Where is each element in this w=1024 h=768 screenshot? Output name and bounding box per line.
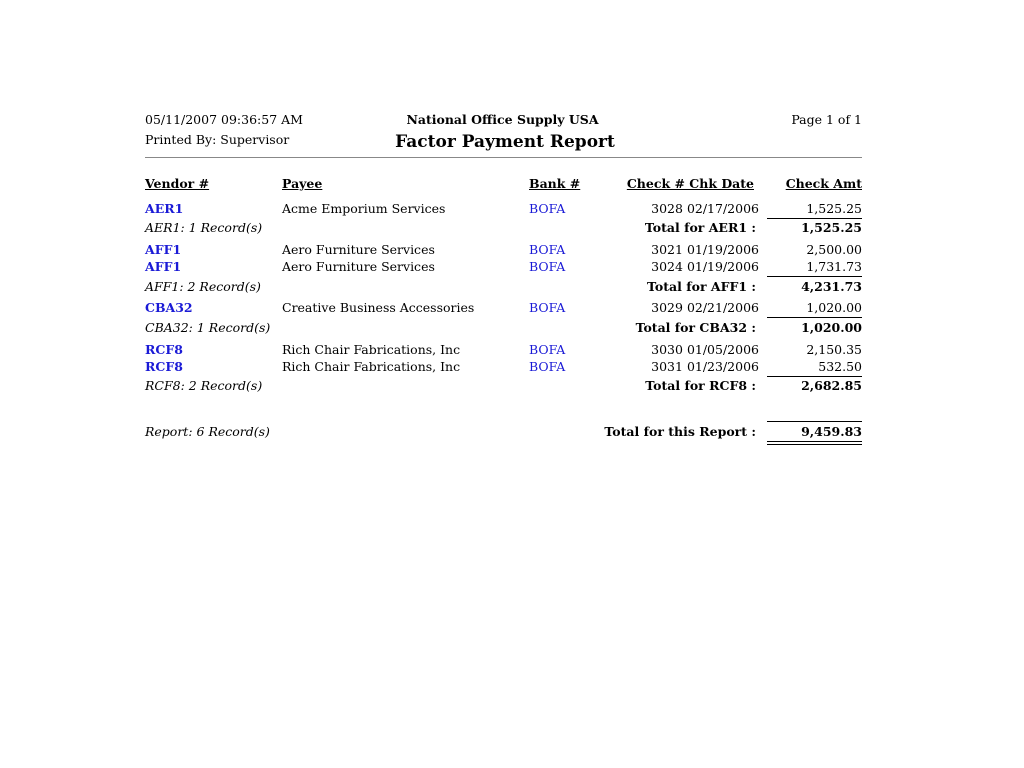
subtotal-rule xyxy=(767,376,862,377)
col-header-payee: Payee xyxy=(282,176,323,191)
subtotal-rule xyxy=(767,218,862,219)
group-record-count: AFF1: 2 Record(s) xyxy=(145,279,261,294)
group-total-value: 1,525.25 xyxy=(801,220,862,235)
check-amount: 2,150.35 xyxy=(806,342,862,357)
grand-total-label: Total for this Report : xyxy=(604,424,756,439)
group-record-count: CBA32: 1 Record(s) xyxy=(145,320,271,335)
subtotal-rule xyxy=(767,317,862,318)
check-number-date: 3029 02/21/2006 xyxy=(651,300,759,315)
check-number-date: 3021 01/19/2006 xyxy=(651,242,759,257)
group-total-label: Total for CBA32 : xyxy=(635,320,756,335)
company-name: National Office Supply USA xyxy=(406,112,599,127)
check-number-date: 3024 01/19/2006 xyxy=(651,259,759,274)
check-number-date: 3028 02/17/2006 xyxy=(651,201,759,216)
grand-total-top-rule xyxy=(767,421,862,422)
bank-link[interactable]: BOFA xyxy=(529,259,566,274)
subtotal-rule xyxy=(767,276,862,277)
page-info: Page 1 of 1 xyxy=(791,112,862,127)
group-total-value: 1,020.00 xyxy=(801,320,862,335)
check-number-date: 3030 01/05/2006 xyxy=(651,342,759,357)
check-amount: 1,731.73 xyxy=(806,259,862,274)
grand-total-underline-2 xyxy=(767,444,862,445)
col-header-vendor: Vendor # xyxy=(145,176,210,191)
check-amount: 1,525.25 xyxy=(806,201,862,216)
payee-name: Rich Chair Fabrications, Inc xyxy=(282,342,461,357)
group-total-label: Total for AER1 : xyxy=(644,220,756,235)
payee-name: Rich Chair Fabrications, Inc xyxy=(282,359,461,374)
vendor-link[interactable]: AFF1 xyxy=(145,242,182,257)
payee-name: Aero Furniture Services xyxy=(282,242,435,257)
check-number-date: 3031 01/23/2006 xyxy=(651,359,759,374)
check-amount: 532.50 xyxy=(818,359,862,374)
group-total-value: 4,231.73 xyxy=(801,279,862,294)
vendor-link[interactable]: RCF8 xyxy=(145,359,183,374)
report-datetime: 05/11/2007 09:36:57 AM xyxy=(145,112,303,127)
report-record-count: Report: 6 Record(s) xyxy=(145,424,270,439)
bank-link[interactable]: BOFA xyxy=(529,242,566,257)
group-total-value: 2,682.85 xyxy=(801,378,862,393)
vendor-link[interactable]: AFF1 xyxy=(145,259,182,274)
vendor-link[interactable]: CBA32 xyxy=(145,300,193,315)
col-header-bank: Bank # xyxy=(529,176,581,191)
group-record-count: AER1: 1 Record(s) xyxy=(145,220,263,235)
bank-link[interactable]: BOFA xyxy=(529,342,566,357)
group-record-count: RCF8: 2 Record(s) xyxy=(145,378,263,393)
col-header-check-date: Check # Chk Date xyxy=(626,176,754,191)
bank-link[interactable]: BOFA xyxy=(529,300,566,315)
report-title: Factor Payment Report xyxy=(395,132,615,152)
bank-link[interactable]: BOFA xyxy=(529,201,566,216)
payee-name: Acme Emporium Services xyxy=(282,201,446,216)
grand-total-underline-1 xyxy=(767,441,862,442)
printed-by: Printed By: Supervisor xyxy=(145,132,290,147)
bank-link[interactable]: BOFA xyxy=(529,359,566,374)
grand-total-value: 9,459.83 xyxy=(801,424,862,439)
vendor-link[interactable]: AER1 xyxy=(145,201,184,216)
vendor-link[interactable]: RCF8 xyxy=(145,342,183,357)
group-total-label: Total for RCF8 : xyxy=(645,378,756,393)
col-header-amount: Check Amt xyxy=(785,176,862,191)
payee-name: Aero Furniture Services xyxy=(282,259,435,274)
header-divider xyxy=(145,157,862,158)
payee-name: Creative Business Accessories xyxy=(282,300,475,315)
check-amount: 1,020.00 xyxy=(806,300,862,315)
check-amount: 2,500.00 xyxy=(806,242,862,257)
group-total-label: Total for AFF1 : xyxy=(647,279,756,294)
